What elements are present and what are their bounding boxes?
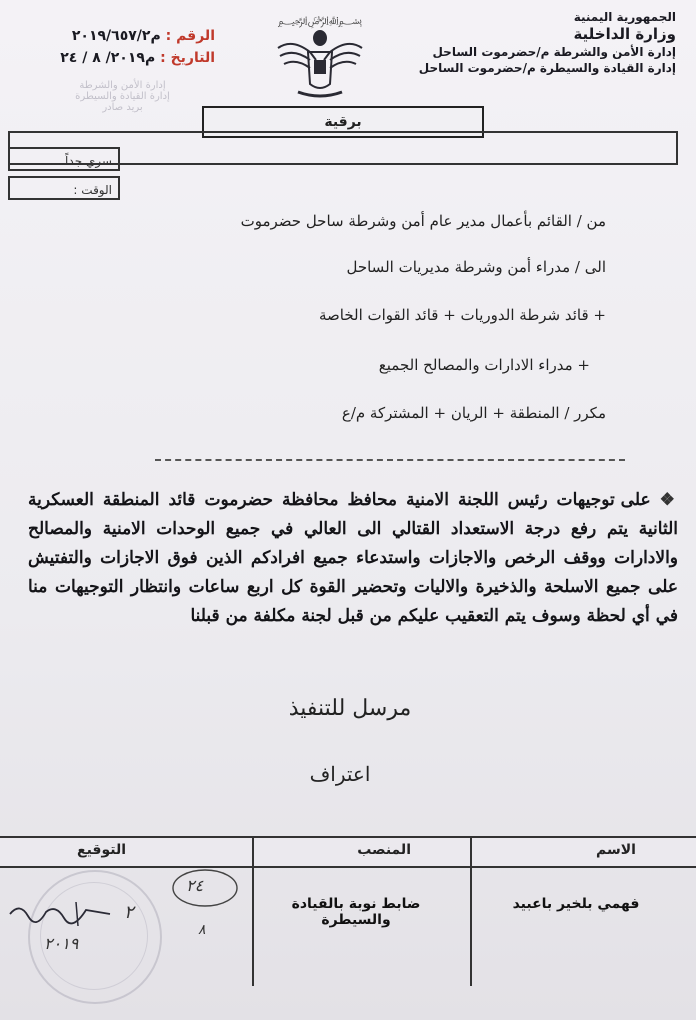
date-label: التاريخ : <box>160 50 215 66</box>
time-box: الوقت : <box>8 176 120 200</box>
handwritten-year: ٢٠١٩ <box>44 934 79 953</box>
handwritten-month: ٨ <box>198 922 206 938</box>
number-label: الرقم : <box>165 28 215 44</box>
yemen-emblem-icon <box>272 8 368 108</box>
recipient-position: ضابط نوبة بالقيادة والسيطرة <box>291 896 421 928</box>
department-line-2: إدارة القيادة والسيطرة م/حضرموت الساحل <box>418 61 676 75</box>
ministry-name: وزارة الداخلية <box>573 25 676 43</box>
stamp-line-2: إدارة القيادة والسيطرة <box>75 91 170 102</box>
from-line: من / القائم بأعمال مدير عام أمن وشرطة ساحل حضرموت <box>240 212 606 230</box>
issuer-header <box>406 10 676 75</box>
column-divider-1 <box>252 836 254 986</box>
reference-block <box>25 28 215 72</box>
republic-name: الجمهورية اليمنية <box>573 10 676 24</box>
cc-line-1: + قائد شرطة الدوريات + قائد القوات الخاصة <box>318 306 606 324</box>
recipient-name: فهمي بلخير باعبيد <box>512 896 640 912</box>
repeat-line: مكرر / المنطقة + الريان + المشتركة م/ع <box>341 404 606 422</box>
header-name: الاسم <box>596 842 636 858</box>
to-line: الى / مدراء أمن وشرطة مديريات الساحل <box>346 258 606 276</box>
divider <box>155 459 625 461</box>
handwritten-circle <box>170 866 240 910</box>
secrecy-box: سري جداً.... <box>8 147 120 171</box>
date-value: م٢٠١٩/ ٨ / ٢٤ <box>60 50 156 66</box>
department-line-1: إدارة الأمن والشرطة م/حضرموت الساحل <box>432 45 676 59</box>
stamp-line-1: إدارة الأمن والشرطة <box>79 80 166 91</box>
handwritten-day: ٢٤ <box>186 876 204 895</box>
signature-scribble <box>6 896 116 930</box>
number-value: م٢٠١٩/٦٥٧/٢ <box>71 28 161 44</box>
header-signature: التوقيع <box>77 842 126 858</box>
telegram-body <box>28 486 678 631</box>
header-position: المنصب <box>357 842 411 858</box>
stamp-line-3: بريد صادر <box>102 102 143 113</box>
send-for-execution: مرسل للتنفيذ <box>288 696 412 721</box>
svg-text:﷽: ﷽ <box>277 14 363 27</box>
cc-line-2: + مدراء الادارات والمصالح الجميع <box>378 356 590 374</box>
bullet-icon: ❖ <box>659 490 678 510</box>
column-divider-2 <box>470 836 472 986</box>
acknowledgement-title: اعتراف <box>309 762 371 786</box>
handwritten-mark: ٢ <box>124 902 134 923</box>
telegram-title: برقية <box>202 106 484 138</box>
body-text: على توجيهات رئيس اللجنة الامنية محافظ محافظة حضرموت قائد المنطقة العسكرية الثانية يتم رفع درجة الاستعداد القتالي الى العالي في جميع الوحدات الامنية والمصالح والادارات ووقف الرخص والاجازات واستدعاء جميع افرادكم الذين فوق الاجازات والتفتيش على جميع الاسلحة والذخيرة والاليات وتحضير القوة كل اربع ساعات وانتظار التوجيهات منا في أي لحظة وسوف يتم التعقيب عليكم من قبل لجنة مكلفة من قبلنا <box>28 490 678 626</box>
